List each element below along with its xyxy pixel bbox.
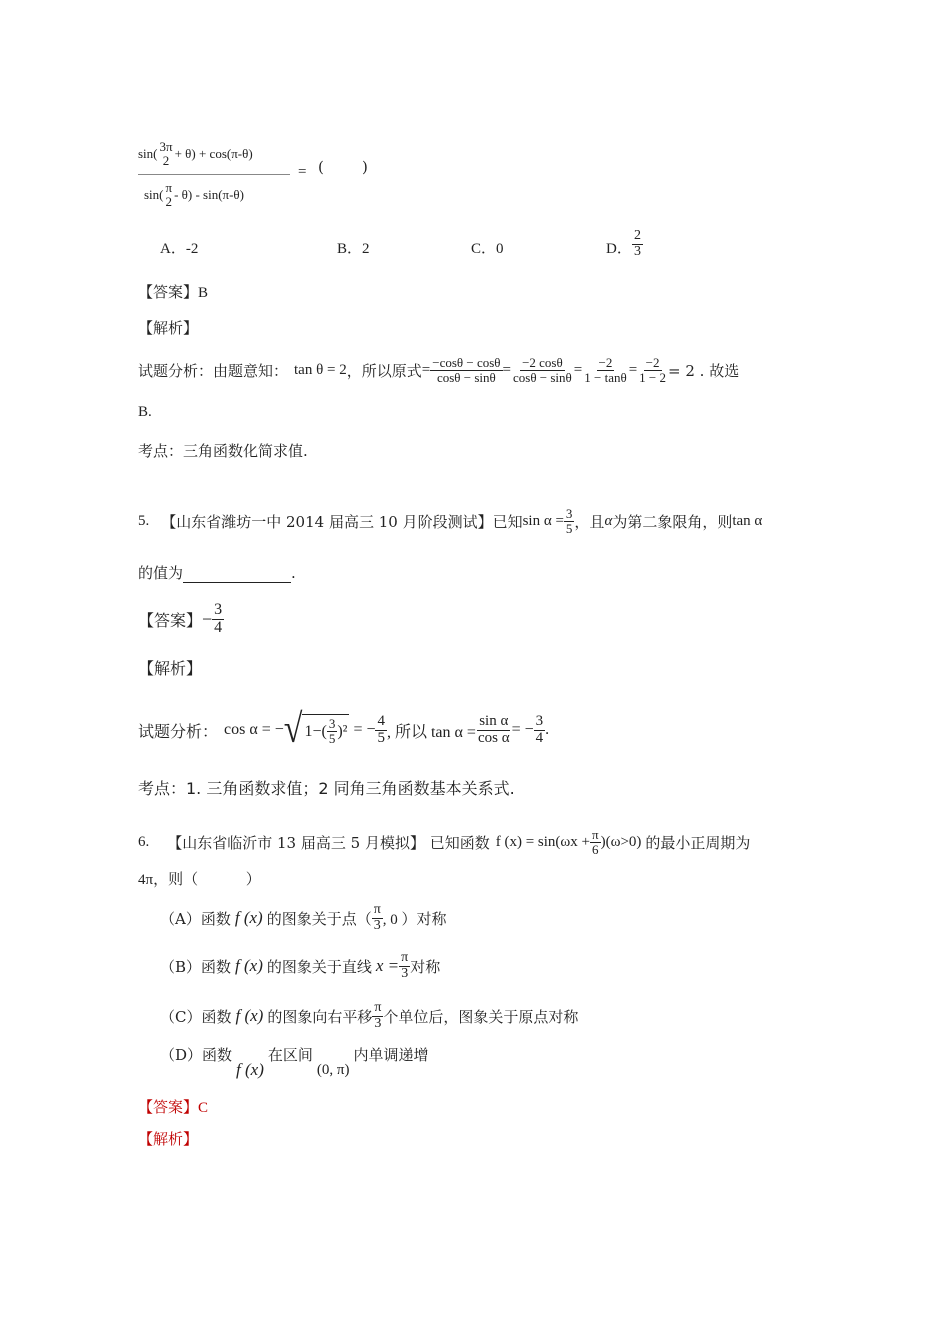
- q6-optA-f: f (x): [234, 908, 263, 927]
- q5-period: .: [291, 564, 296, 582]
- q6-optB-x: x =: [375, 956, 400, 975]
- q6-tail: 的最小正周期为: [645, 833, 751, 852]
- q6-option-c: [160, 996, 578, 1036]
- q5-stem: [138, 500, 762, 542]
- q6-optD-mid: 在区间: [267, 1046, 313, 1064]
- q5-sqrt-frac-den: 5: [328, 731, 336, 746]
- q5-frac-num: 3: [565, 505, 573, 521]
- q5-final-frac: [534, 714, 546, 747]
- q6-optC-frac: [372, 1001, 383, 1031]
- q4-bracket: ( ): [318, 158, 368, 176]
- q5-eq-neg2: = −: [511, 721, 534, 738]
- q4-option-a: A．-2: [160, 241, 199, 257]
- q4-analysis-mid: ，所以原式: [346, 361, 422, 380]
- q4-frac-2: [511, 356, 574, 384]
- q4-eq-4: =: [628, 361, 638, 378]
- q4-num-sin: sin(: [138, 146, 158, 161]
- q6-optC-num: π: [374, 999, 382, 1015]
- q6-optC-f: f (x): [235, 1006, 264, 1025]
- q5-frac-den: 5: [565, 520, 573, 536]
- q6-optC-den: 3: [374, 1015, 382, 1031]
- q5-ans-minus: −: [202, 608, 213, 629]
- q5-so: , 所以 tan α =: [386, 723, 476, 741]
- q6-optA-frac: [372, 903, 383, 933]
- q5-final-num: 3: [535, 712, 544, 729]
- q4-analysis-prefix: 试题分析：由题意知：: [138, 361, 289, 380]
- q5-cos-eq: cos α = −: [224, 721, 284, 738]
- q6-source: 【山东省临沂市 13 届高三 5 月模拟】 已知函数: [167, 833, 490, 852]
- q5-sqrt-close: )²: [337, 722, 348, 740]
- q4-answer: [138, 281, 208, 302]
- q5-r-num: 4: [377, 712, 385, 729]
- q5-r-den: 5: [377, 729, 385, 746]
- q6-pi-num: π: [592, 826, 599, 842]
- q6-optB-num: π: [401, 949, 409, 965]
- q4-num-frac-top: 3π: [159, 139, 173, 155]
- q6-fx-close: )(ω>0): [600, 833, 642, 850]
- q4-eq-3: =: [573, 361, 583, 378]
- q6-optC-end: 个单位后，图象关于原点对称: [383, 1007, 579, 1026]
- q4-fraction-bar: [138, 174, 290, 175]
- q5-answer: [138, 598, 224, 640]
- q5-answer-label: 【答案】: [138, 610, 203, 630]
- q5-cond2: 为第二象限角，则: [612, 512, 733, 531]
- q6-option-a: [160, 898, 447, 938]
- q5-r-frac: [375, 714, 387, 747]
- q4-frac-3-den: 1 − tanθ: [584, 369, 627, 385]
- q4-analysis-label: 【解析】: [138, 319, 199, 337]
- q4-eq-2: =: [502, 361, 511, 378]
- q5-number: 5.: [138, 512, 150, 529]
- q6-optA-num: π: [373, 901, 381, 917]
- q5-source: 【山东省潍坊一中 2014 届高三 10 月阶段测试】已知: [161, 512, 523, 531]
- q5-analysis-label: 【解析】: [138, 659, 203, 678]
- q5-sin-label: sin α =: [522, 512, 564, 529]
- q6-line2-a: 4π: [138, 872, 154, 888]
- q6-optB-pre: （B）函数: [160, 957, 232, 976]
- q6-answer: [138, 1096, 208, 1117]
- q5-cond: ，且: [574, 512, 605, 531]
- q5-frac: [564, 507, 575, 535]
- q6-optA-den: 3: [373, 917, 381, 933]
- q5-eq-neg: = −: [353, 721, 376, 738]
- q4-frac-3: [582, 356, 628, 384]
- q6-pi-den: 6: [592, 841, 599, 857]
- q4-equals: =: [298, 164, 307, 180]
- q4-frac-4-den: 1 − 2: [639, 369, 667, 385]
- q5-final-dot: .: [545, 721, 550, 738]
- q4-frac-1-den: cosθ − sinθ: [436, 369, 496, 385]
- q5-line2: [138, 562, 296, 583]
- q6-optC-pre: （C）函数: [160, 1007, 232, 1026]
- q4-frac-1-num: −cosθ − cosθ: [432, 354, 501, 370]
- q5-ans-frac: [212, 602, 224, 637]
- q5-sqrt-frac-num: 3: [328, 716, 336, 732]
- q6-number: 6.: [138, 833, 150, 850]
- q6-optA-pre: （A）函数: [160, 909, 231, 928]
- q5-analysis-prefix: 试题分析：: [138, 721, 219, 741]
- q4-den-sin: sin(: [144, 187, 164, 202]
- q6-answer-label: 【答案】: [138, 1098, 199, 1116]
- q6-fx: f (x) = sin(ωx +: [495, 833, 591, 850]
- q4-answer-label: 【答案】: [138, 283, 199, 301]
- q5-ans-den: 4: [214, 618, 223, 636]
- q4-option-d-num: 2: [634, 228, 641, 243]
- q4-denominator: [138, 177, 298, 213]
- q4-option-d-den: 3: [634, 243, 641, 259]
- q5-sqrt-frac: [327, 717, 338, 745]
- q4-point: 考点：三角函数化简求值.: [138, 442, 308, 460]
- q4-analysis: [138, 352, 739, 388]
- q6-optD-f: f (x): [236, 1060, 264, 1079]
- q4-den-frac-top: π: [165, 180, 173, 196]
- q6-line2: [138, 868, 261, 889]
- q4-den-frac: [164, 181, 175, 208]
- q4-eq-1: =: [421, 361, 431, 378]
- q6-optD-end: 内单调递增: [353, 1046, 429, 1064]
- q4-num-frac-bot: 2: [162, 153, 170, 168]
- q5-radicand: [302, 714, 349, 745]
- q5-t-num: sin α: [479, 712, 509, 729]
- q6-option-b: [160, 946, 440, 986]
- q4-den-frac-bot: 2: [165, 194, 173, 209]
- q6-optD-pre: （D）函数: [160, 1046, 233, 1064]
- q5-t-den: cos α: [477, 729, 510, 746]
- q5-t-frac: [476, 714, 512, 747]
- q6-option-d: [160, 1044, 428, 1084]
- q6-optB-den: 3: [401, 965, 409, 981]
- q4-num-rest: + θ) + cos(π-θ): [174, 146, 253, 161]
- q6-answer-value: C: [198, 1100, 209, 1116]
- q6-optD-int: (0, π): [316, 1062, 350, 1078]
- q6-analysis-label: 【解析】: [138, 1130, 199, 1148]
- q6-line2-b: ，则（ ）: [153, 870, 261, 888]
- q6-optA-mid: 的图象关于点（: [266, 909, 372, 928]
- q4-frac-1: [430, 356, 502, 384]
- q6-optA-end: , 0 ）对称: [382, 911, 447, 928]
- q4-option-b: B．2: [337, 241, 370, 257]
- q4-option-d: D．: [606, 241, 632, 257]
- q4-analysis-tan: tan θ = 2: [294, 361, 347, 378]
- q6-stem: [138, 822, 750, 862]
- q4-analysis-end2: B.: [138, 404, 152, 420]
- q5-sqrt-inner: 1−(: [304, 722, 327, 740]
- q6-optB-mid: 的图象关于直线: [266, 957, 372, 976]
- q6-optC-mid: 的图象向右平移: [267, 1007, 373, 1026]
- q4-answer-value: B: [198, 285, 209, 301]
- q5-tan-label: tan α: [732, 512, 763, 529]
- q5-ans-num: 3: [214, 600, 223, 618]
- q5-analysis: [138, 702, 549, 758]
- q4-option-c: C．0: [471, 241, 504, 257]
- q5-final-den: 4: [535, 729, 544, 746]
- q4-numerator: [138, 136, 298, 172]
- q4-analysis-end: = 2 . 故选: [668, 361, 740, 380]
- q5-alpha: α: [604, 512, 613, 529]
- q5-line2-text: 的值为: [138, 564, 184, 582]
- q5-point: 考点：1. 三角函数求值；2 同角三角函数基本关系式.: [138, 779, 515, 798]
- q6-optB-end: 对称: [410, 957, 441, 976]
- q5-radical-sign: √: [283, 707, 303, 752]
- q4-num-frac: [158, 140, 175, 167]
- q5-answer-blank[interactable]: [183, 566, 291, 583]
- q4-frac-4: [637, 356, 668, 384]
- q6-optB-f: f (x): [235, 956, 263, 975]
- q4-frac-3-num: −2: [598, 354, 613, 370]
- q4-expression: [138, 136, 298, 213]
- q4-den-rest: - θ) - sin(π-θ): [174, 187, 244, 202]
- q6-pi-frac: [590, 828, 601, 856]
- q6-optB-frac: [399, 951, 410, 981]
- q5-sqrt: [283, 707, 350, 752]
- q4-frac-2-den: cosθ − sinθ: [512, 369, 572, 385]
- q4-frac-4-num: −2: [645, 354, 660, 370]
- q4-frac-2-num: −2 cosθ: [522, 354, 563, 370]
- q4-option-d-frac: [632, 229, 643, 259]
